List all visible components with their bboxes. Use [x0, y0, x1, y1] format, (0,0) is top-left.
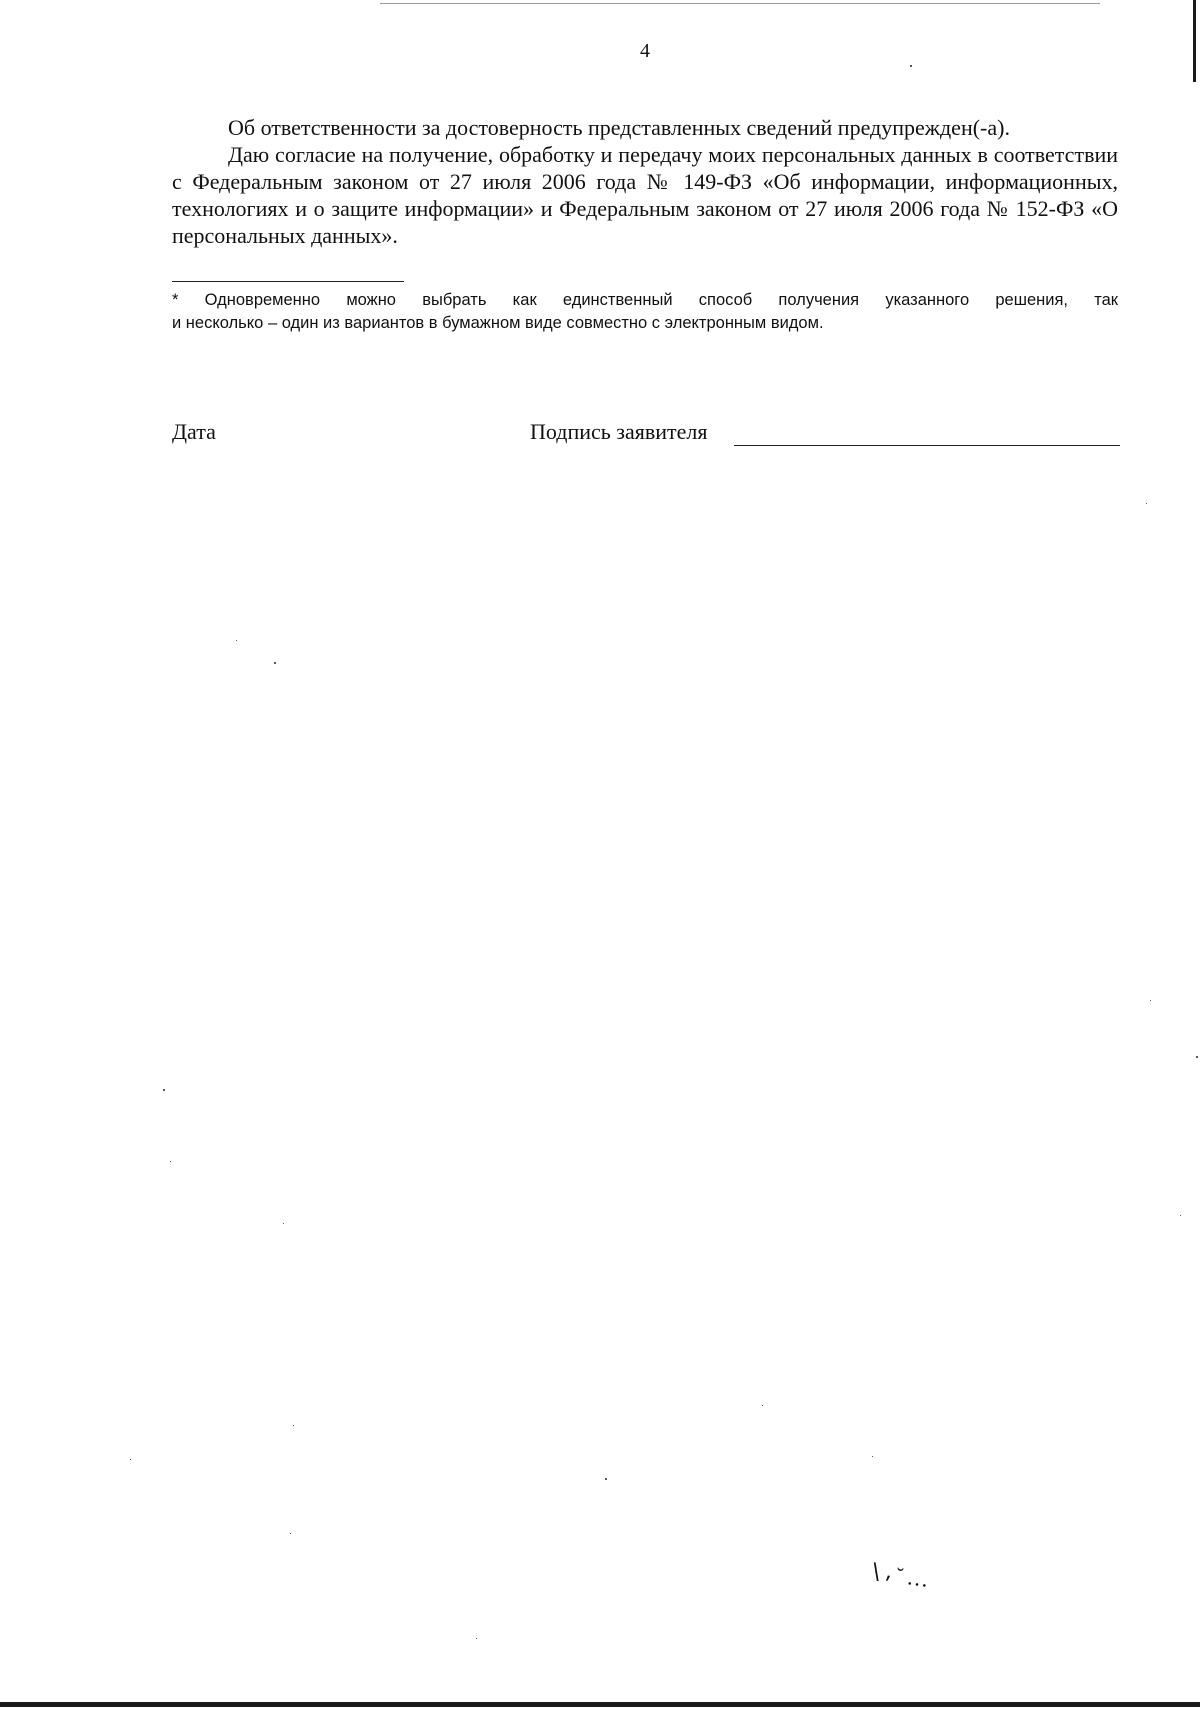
responsibility-warning: Об ответственности за достоверность представленных сведений предупрежден(-а).	[228, 115, 1010, 140]
scan-speck	[130, 1459, 131, 1460]
scan-speck	[1180, 1215, 1181, 1216]
scan-speck	[170, 1161, 171, 1162]
signature-block	[172, 419, 1120, 449]
scan-speck	[1150, 1000, 1151, 1001]
scan-speck	[290, 1533, 291, 1534]
scan-speck	[762, 1405, 763, 1406]
page-number: 4	[640, 40, 650, 62]
scan-top-edge-line	[380, 3, 1100, 4]
scan-speck	[1196, 1056, 1198, 1058]
personal-data-consent: Даю согласие на получение, обработку и передачу моих персональных данных в соответствии с Федеральным законом от 27 июля 2006 года № 149-ФЗ «Об информации, информационных, технологиях и о защите информации» и Федеральным законом от 27 июля 2006 года № 152-ФЗ «О персональных данных».	[172, 142, 1118, 248]
scan-stray-mark: ∖⸴˘…	[866, 1558, 935, 1593]
footnote-line: * Одновременно можно выбрать как единственный способ получения указанного решения, так	[172, 291, 1118, 309]
date-label: Дата	[172, 419, 216, 444]
scan-bottom-edge-shadow	[0, 1702, 1200, 1707]
scan-speck	[293, 1425, 294, 1426]
footnote-line: и несколько – один из вариантов в бумажном виде совместно с электронным видом.	[172, 314, 824, 332]
signature-line	[734, 445, 1120, 446]
footnote	[172, 289, 1118, 335]
scan-speck	[476, 1638, 477, 1639]
signature-label: Подпись заявителя	[530, 419, 708, 444]
scan-speck	[605, 1478, 607, 1480]
scan-speck	[872, 1456, 873, 1457]
scan-speck	[910, 65, 912, 67]
scan-speck	[163, 1089, 165, 1091]
scan-speck	[1146, 503, 1147, 504]
scan-speck	[283, 1223, 284, 1224]
footnote-separator	[172, 281, 404, 282]
scan-speck	[236, 640, 237, 641]
declaration-text	[172, 114, 1118, 249]
scan-speck	[274, 662, 276, 664]
